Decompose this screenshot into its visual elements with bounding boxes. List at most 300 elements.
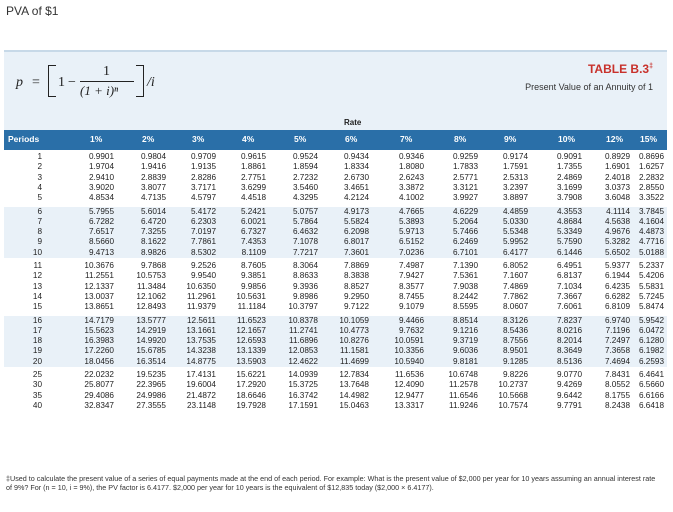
table-row (4, 370, 667, 380)
pva-factor-cell: 19.7928 (236, 400, 266, 410)
pva-factor-cell: 12.7834 (339, 370, 369, 379)
period-cell: 30 (32, 380, 42, 390)
pva-factor-cell: 4.2124 (343, 193, 369, 203)
pva-factor-cell: 1.7591 (502, 162, 528, 172)
pva-factor-cell: 4.9173 (343, 206, 369, 216)
table-body (4, 150, 667, 486)
table-row (4, 173, 667, 183)
pva-factor-cell: 0.9346 (398, 152, 424, 161)
period-cell: 25 (32, 370, 42, 379)
formula-equals: = (32, 75, 40, 90)
pva-factor-cell: 13.0037 (84, 291, 114, 301)
pva-factor-cell: 9.8226 (502, 370, 528, 379)
pva-factor-cell: 10.5668 (498, 390, 528, 400)
pva-factor-cell: 8.8514 (452, 315, 478, 325)
pva-factor-cell: 5.2337 (638, 261, 664, 270)
pva-factor-cell: 18.0456 (84, 356, 114, 366)
pva-factor-cell: 17.1591 (288, 400, 318, 410)
pva-factor-cell: 4.7135 (140, 193, 166, 203)
pva-factor-cell: 10.1059 (339, 315, 369, 325)
table-row (4, 217, 667, 227)
table-row (4, 162, 667, 172)
column-header-rate: 7% (400, 134, 413, 144)
column-header-rate: 5% (294, 134, 307, 144)
pva-factor-cell: 6.4951 (556, 261, 582, 270)
pva-factor-cell: 32.8347 (84, 400, 114, 410)
pva-factor-cell: 8.3126 (502, 315, 528, 325)
pva-factor-cell: 3.7908 (556, 193, 582, 203)
pva-factor-cell: 1.7355 (556, 162, 582, 172)
pva-factor-cell: 6.1944 (604, 271, 630, 281)
table-header-area (4, 50, 667, 132)
pva-factor-cell: 3.3121 (452, 182, 478, 192)
pva-factor-cell: 10.5631 (236, 291, 266, 301)
pva-factor-cell: 3.2397 (502, 182, 528, 192)
pva-factor-cell: 3.6048 (604, 193, 630, 203)
pva-factor-cell: 6.4641 (638, 370, 664, 379)
pva-factor-cell: 9.7632 (398, 325, 424, 335)
pva-factor-cell: 6.2098 (343, 227, 369, 237)
pva-factor-cell: 2.6243 (398, 172, 424, 182)
pva-factor-cell: 3.8077 (140, 182, 166, 192)
period-cell: 40 (32, 400, 42, 410)
column-header-periods: Periods (8, 134, 40, 144)
pva-factor-cell: 9.3936 (292, 281, 318, 291)
pva-factor-cell: 8.9826 (140, 247, 166, 257)
pva-factor-cell: 8.1109 (241, 247, 266, 257)
footnote: ‡Used to calculate the present value of a series of equal payments made at the end of each period. For example: What is the present value of $2,000 per year for 10 years assuming an annual interest rate of 9%? For (n = 10, i = 9%), the PV factor is 6.4177. $2,000 per year for 10 years is the equivalent of $12,835 today ($2,000 × 6.4177). (6, 474, 656, 492)
pva-factor-cell: 3.3522 (638, 193, 664, 203)
column-header-rate: 15% (640, 134, 658, 144)
pva-factor-cell: 11.6536 (395, 370, 424, 379)
pva-factor-cell: 8.0216 (556, 325, 582, 335)
pva-factor-cell: 4.1114 (606, 206, 630, 216)
table-row (4, 248, 667, 258)
pva-factor-cell: 24.9986 (136, 390, 166, 400)
pva-factor-cell: 9.4269 (556, 380, 582, 390)
pva-factor-cell: 14.9920 (136, 336, 166, 346)
pva-factor-cell: 4.7716 (638, 237, 664, 247)
pva-factor-cell: 5.4172 (190, 206, 216, 216)
pva-factor-cell: 7.1607 (502, 271, 528, 281)
pva-factor-cell: 17.4131 (186, 370, 216, 379)
pva-factor-cell: 6.6418 (638, 400, 664, 410)
column-header-rate: 6% (345, 134, 358, 144)
pva-factor-cell: 8.2442 (452, 291, 478, 301)
pva-factor-cell: 9.9540 (190, 271, 216, 281)
pva-factor-cell: 12.5611 (187, 315, 216, 325)
column-header-rate: 8% (454, 134, 467, 144)
pva-factor-cell: 16.3514 (136, 356, 166, 366)
pva-factor-cell: 4.3553 (556, 206, 582, 216)
pva-factor-cell: 5.9713 (398, 227, 424, 237)
pva-factor-cell: 11.3484 (137, 281, 166, 291)
period-cell: 6 (37, 206, 42, 216)
pva-factor-cell: 0.9434 (343, 152, 369, 161)
pva-factor-cell: 5.9377 (604, 261, 630, 270)
pva-factor-cell: 22.3965 (136, 380, 166, 390)
pva-factor-cell: 10.8378 (288, 315, 318, 325)
pva-factor-cell: 2.4018 (604, 172, 630, 182)
pva-factor-cell: 6.5152 (398, 237, 424, 247)
pva-factor-cell: 6.7327 (240, 227, 266, 237)
pva-factor-cell: 10.7574 (498, 400, 528, 410)
formula-p: p (16, 75, 23, 90)
pva-factor-cell: 10.8276 (339, 336, 369, 346)
table-row (4, 401, 667, 411)
pva-factor-cell: 15.6221 (236, 370, 266, 379)
table-row (4, 302, 667, 312)
pva-factor-cell: 12.4090 (394, 380, 424, 390)
pva-factor-cell: 5.9952 (502, 237, 528, 247)
table-row (4, 326, 667, 336)
pva-factor-cell: 3.7845 (638, 206, 664, 216)
pva-factor-cell: 9.2950 (343, 291, 369, 301)
pva-factor-cell: 4.4518 (240, 193, 266, 203)
pva-factor-cell: 1.9416 (140, 162, 166, 172)
table-subtitle: Present Value of an Annuity of 1 (525, 82, 653, 92)
pva-factor-cell: 13.7535 (186, 336, 216, 346)
pva-factor-cell: 0.9804 (140, 152, 166, 161)
period-cell: 10 (32, 247, 42, 257)
pva-factor-cell: 14.8775 (186, 356, 216, 366)
period-cell: 11 (33, 261, 42, 270)
pva-factor-cell: 12.4622 (288, 356, 318, 366)
pva-factor-cell: 3.5460 (292, 182, 318, 192)
pva-factor-cell: 10.3676 (84, 261, 114, 270)
pva-factor-cell: 6.1280 (638, 336, 664, 346)
pva-formula (10, 64, 210, 104)
pva-factor-cell: 0.9709 (190, 152, 216, 161)
pva-factor-cell: 4.5638 (604, 216, 630, 226)
pva-factor-cell: 11.9379 (187, 302, 216, 312)
column-header-rate: 3% (192, 134, 205, 144)
pva-factor-cell: 5.2421 (240, 206, 266, 216)
pva-factor-cell: 13.5903 (236, 356, 266, 366)
formula-denominator: (1 + i)ⁿ (80, 83, 119, 98)
pva-factor-cell: 9.2526 (190, 261, 216, 270)
pva-factor-cell: 5.5824 (343, 216, 369, 226)
pva-factor-cell: 7.3255 (140, 227, 166, 237)
pva-factor-cell: 8.3064 (292, 261, 318, 270)
formula-divide-i: /i (147, 75, 155, 90)
pva-factor-cell: 8.2014 (556, 336, 582, 346)
pva-factor-cell: 6.4177 (502, 247, 528, 257)
pva-factor-cell: 27.3555 (136, 400, 166, 410)
table-row (4, 292, 667, 302)
pva-factor-cell: 5.7466 (452, 227, 478, 237)
pva-factor-cell: 3.7171 (190, 182, 216, 192)
pva-factor-cell: 6.0021 (240, 216, 266, 226)
pva-factor-cell: 17.2260 (84, 346, 114, 356)
pva-factor-cell: 3.9020 (88, 182, 114, 192)
table-row (4, 193, 667, 203)
pva-factor-cell: 8.7605 (240, 261, 266, 270)
table-row (4, 282, 667, 292)
pva-factor-cell: 6.2303 (190, 216, 216, 226)
pva-factor-cell: 25.8077 (84, 380, 114, 390)
table-row (4, 391, 667, 401)
formula-left-bracket (48, 65, 56, 97)
pva-factor-cell: 6.7101 (452, 247, 478, 257)
pva-factor-cell: 7.3601 (343, 247, 369, 257)
column-header-rate: 10% (558, 134, 576, 144)
pva-factor-cell: 11.6546 (449, 390, 478, 400)
pva-factor-cell: 8.5660 (88, 237, 114, 247)
pva-factor-cell: 8.7556 (502, 336, 528, 346)
table-label (588, 62, 653, 76)
column-header-rate: 2% (142, 134, 155, 144)
pva-factor-cell: 6.4632 (292, 227, 318, 237)
pva-factor-cell: 12.1062 (136, 291, 166, 301)
pva-factor-cell: 4.8534 (88, 193, 114, 203)
period-cell: 15 (32, 302, 42, 312)
pva-factor-cell: 3.9927 (452, 193, 478, 203)
column-header-rate: 4% (242, 134, 255, 144)
period-cell: 18 (32, 336, 42, 346)
pva-factor-cell: 1.6257 (638, 162, 664, 172)
period-cell: 3 (37, 172, 42, 182)
pva-factor-cell: 1.8334 (343, 162, 369, 172)
pva-factor-cell: 6.2469 (452, 237, 478, 247)
table-row (4, 357, 667, 367)
pva-factor-cell: 0.8929 (604, 152, 630, 161)
pva-factor-cell: 10.5940 (394, 356, 424, 366)
pva-factor-cell: 6.0472 (638, 325, 664, 335)
pva-factor-cell: 5.6014 (140, 206, 166, 216)
pva-factor-cell: 10.3797 (288, 302, 318, 312)
pva-factor-cell: 8.0552 (604, 380, 630, 390)
pva-factor-cell: 5.7955 (88, 206, 114, 216)
pva-factor-cell: 8.1622 (140, 237, 166, 247)
period-cell: 9 (37, 237, 42, 247)
pva-factor-cell: 4.9676 (604, 227, 630, 237)
pva-factor-cell: 9.0770 (556, 370, 582, 379)
period-cell: 8 (37, 227, 42, 237)
pva-factor-cell: 7.4353 (240, 237, 266, 247)
period-cell: 17 (32, 325, 42, 335)
pva-factor-cell: 5.8474 (638, 302, 664, 312)
pva-factor-cell: 9.8986 (292, 291, 318, 301)
pva-factor-cell: 6.6282 (604, 291, 630, 301)
pva-factor-cell: 10.5753 (136, 271, 166, 281)
pva-factor-cell: 6.8052 (502, 261, 528, 270)
pva-factor-cell: 23.1148 (187, 400, 216, 410)
pva-factor-cell: 15.0463 (339, 400, 369, 410)
pva-factor-cell: 2.6730 (343, 172, 369, 182)
table-row (4, 271, 667, 281)
pva-factor-cell: 7.6517 (88, 227, 114, 237)
formula-one: 1 (58, 75, 65, 90)
pva-factor-cell: 11.1184 (237, 302, 266, 312)
column-header-rate: 1% (90, 134, 103, 144)
pva-factor-cell: 9.6442 (556, 390, 582, 400)
pva-factor-cell: 0.8696 (638, 152, 664, 161)
pva-factor-cell: 4.1002 (398, 193, 424, 203)
pva-factor-cell: 5.3893 (398, 216, 424, 226)
pva-factor-cell: 19.6004 (186, 380, 216, 390)
table-row (4, 261, 667, 271)
table-row (4, 316, 667, 326)
period-cell: 2 (37, 162, 42, 172)
pva-factor-cell: 16.3983 (84, 336, 114, 346)
pva-factor-cell: 7.2497 (604, 336, 630, 346)
table-row (4, 183, 667, 193)
pva-factor-cell: 9.8181 (452, 356, 478, 366)
pva-factor-cell: 10.0591 (394, 336, 424, 346)
pva-factor-cell: 7.5361 (452, 271, 478, 281)
pva-factor-cell: 5.7245 (638, 291, 664, 301)
pva-factor-cell: 8.3649 (556, 346, 582, 356)
pva-factor-cell: 7.9038 (452, 281, 478, 291)
pva-factor-cell: 9.6036 (452, 346, 478, 356)
pva-factor-cell: 14.3238 (186, 346, 216, 356)
pva-factor-cell: 7.3658 (604, 346, 630, 356)
pva-factor-cell: 2.5313 (502, 172, 528, 182)
table-row (4, 152, 667, 162)
table-row (4, 346, 667, 356)
pva-factor-cell: 8.8527 (343, 281, 369, 291)
pva-factor-cell: 9.9856 (240, 281, 266, 291)
pva-factor-cell: 3.8897 (502, 193, 528, 203)
pva-factor-cell: 9.3851 (240, 271, 266, 281)
pva-factor-cell: 11.2578 (449, 380, 478, 390)
pva-factor-cell: 6.2593 (638, 356, 664, 366)
pva-factor-cell: 8.5595 (452, 302, 478, 312)
pva-factor-cell: 8.9501 (502, 346, 528, 356)
pva-factor-cell: 5.3349 (556, 227, 582, 237)
pva-factor-cell: 10.2737 (498, 380, 528, 390)
pva-factor-cell: 7.1196 (605, 325, 630, 335)
pva-factor-cell: 8.5302 (190, 247, 216, 257)
column-header-rate: 9% (504, 134, 517, 144)
pva-factor-cell: 10.6350 (186, 281, 216, 291)
pva-factor-cell: 7.0197 (190, 227, 216, 237)
pva-factor-cell: 5.3282 (604, 237, 630, 247)
pva-factor-cell: 9.7791 (556, 400, 582, 410)
pva-factor-cell: 13.1661 (186, 325, 216, 335)
pva-factor-cell: 9.1216 (452, 325, 478, 335)
pva-factor-cell: 0.9901 (88, 152, 114, 161)
formula-right-bracket (136, 65, 144, 97)
pva-factor-cell: 5.5831 (638, 281, 664, 291)
rate-label: Rate (344, 118, 362, 127)
pva-factor-cell: 7.9427 (398, 271, 424, 281)
pva-factor-cell: 5.2064 (452, 216, 478, 226)
pva-factor-cell: 13.3317 (394, 400, 424, 410)
period-cell: 16 (32, 315, 42, 325)
column-header-rate: 12% (606, 134, 624, 144)
pva-factor-cell: 9.7868 (140, 261, 166, 270)
pva-factor-cell: 13.7648 (339, 380, 369, 390)
pva-factor-cell: 2.7232 (292, 172, 318, 182)
pva-factor-cell: 7.1078 (292, 237, 318, 247)
pva-factor-cell: 6.6166 (638, 390, 664, 400)
pva-factor-cell: 7.0236 (398, 247, 424, 257)
column-header-row (4, 130, 667, 150)
pva-factor-cell: 7.4694 (604, 356, 630, 366)
pva-factor-cell: 14.0939 (288, 370, 318, 379)
pva-factor-cell: 4.8684 (556, 216, 582, 226)
pva-factor-cell: 4.3295 (292, 193, 318, 203)
pva-factor-cell: 11.6896 (289, 336, 318, 346)
pva-factor-cell: 0.9174 (502, 152, 528, 161)
pva-factor-cell: 4.6229 (452, 206, 478, 216)
annuity-table-panel (4, 50, 667, 490)
pva-factor-cell: 8.5436 (502, 325, 528, 335)
pva-factor-cell: 9.4713 (88, 247, 114, 257)
table-row (4, 227, 667, 237)
pva-factor-cell: 11.2551 (85, 271, 114, 281)
pva-factor-cell: 9.4466 (398, 315, 424, 325)
page-title: PVA of $1 (6, 4, 59, 18)
pva-factor-cell: 6.1982 (638, 346, 664, 356)
pva-factor-cell: 11.4699 (340, 356, 369, 366)
period-cell: 20 (32, 356, 42, 366)
pva-factor-cell: 10.6748 (448, 370, 478, 379)
pva-factor-cell: 7.8237 (556, 315, 582, 325)
pva-factor-cell: 3.1699 (556, 182, 582, 192)
pva-factor-cell: 8.3577 (398, 281, 424, 291)
pva-factor-cell: 5.0330 (502, 216, 528, 226)
table-row (4, 237, 667, 247)
pva-factor-cell: 7.7861 (190, 237, 216, 247)
pva-factor-cell: 14.4982 (339, 390, 369, 400)
pva-factor-cell: 10.3356 (394, 346, 424, 356)
pva-factor-cell: 5.4206 (638, 271, 664, 281)
pva-factor-cell: 21.4872 (186, 390, 216, 400)
pva-factor-cell: 6.8017 (343, 237, 369, 247)
pva-factor-cell: 9.1079 (398, 302, 424, 312)
pva-factor-cell: 18.6646 (236, 390, 266, 400)
pva-factor-cell: 15.3725 (288, 380, 318, 390)
pva-factor-cell: 13.8651 (84, 302, 114, 312)
pva-factor-cell: 8.8633 (292, 271, 318, 281)
pva-factor-cell: 2.2832 (638, 172, 664, 182)
pva-factor-cell: 8.0607 (502, 302, 528, 312)
pva-factor-cell: 8.7455 (398, 291, 424, 301)
pva-factor-cell: 10.4773 (339, 325, 369, 335)
table-row (4, 380, 667, 390)
pva-factor-cell: 2.7751 (240, 172, 266, 182)
pva-factor-cell: 0.9259 (452, 152, 478, 161)
pva-factor-cell: 15.6785 (136, 346, 166, 356)
table-row (4, 336, 667, 346)
pva-factor-cell: 12.8493 (136, 302, 166, 312)
pva-factor-cell: 1.9135 (190, 162, 216, 172)
pva-factor-cell: 8.1755 (604, 390, 630, 400)
pva-factor-cell: 5.5348 (502, 227, 528, 237)
period-cell: 7 (37, 216, 42, 226)
pva-factor-cell: 8.5136 (556, 356, 582, 366)
pva-factor-cell: 7.1034 (556, 281, 582, 291)
pva-factor-cell: 11.1581 (340, 346, 369, 356)
pva-factor-cell: 3.3872 (398, 182, 424, 192)
pva-factor-cell: 6.7282 (88, 216, 114, 226)
pva-factor-cell: 6.8109 (604, 302, 630, 312)
pva-factor-cell: 2.4869 (556, 172, 582, 182)
pva-factor-cell: 5.6502 (604, 247, 630, 257)
period-cell: 4 (37, 182, 42, 192)
pva-factor-cell: 2.8839 (140, 172, 166, 182)
table-label-mark: ‡ (649, 63, 653, 70)
pva-factor-cell: 7.7862 (502, 291, 528, 301)
period-cell: 1 (37, 152, 42, 161)
pva-factor-cell: 12.1337 (84, 281, 114, 291)
pva-factor-cell: 1.6901 (604, 162, 630, 172)
pva-factor-cell: 12.1657 (236, 325, 266, 335)
pva-factor-cell: 6.5660 (638, 380, 664, 390)
